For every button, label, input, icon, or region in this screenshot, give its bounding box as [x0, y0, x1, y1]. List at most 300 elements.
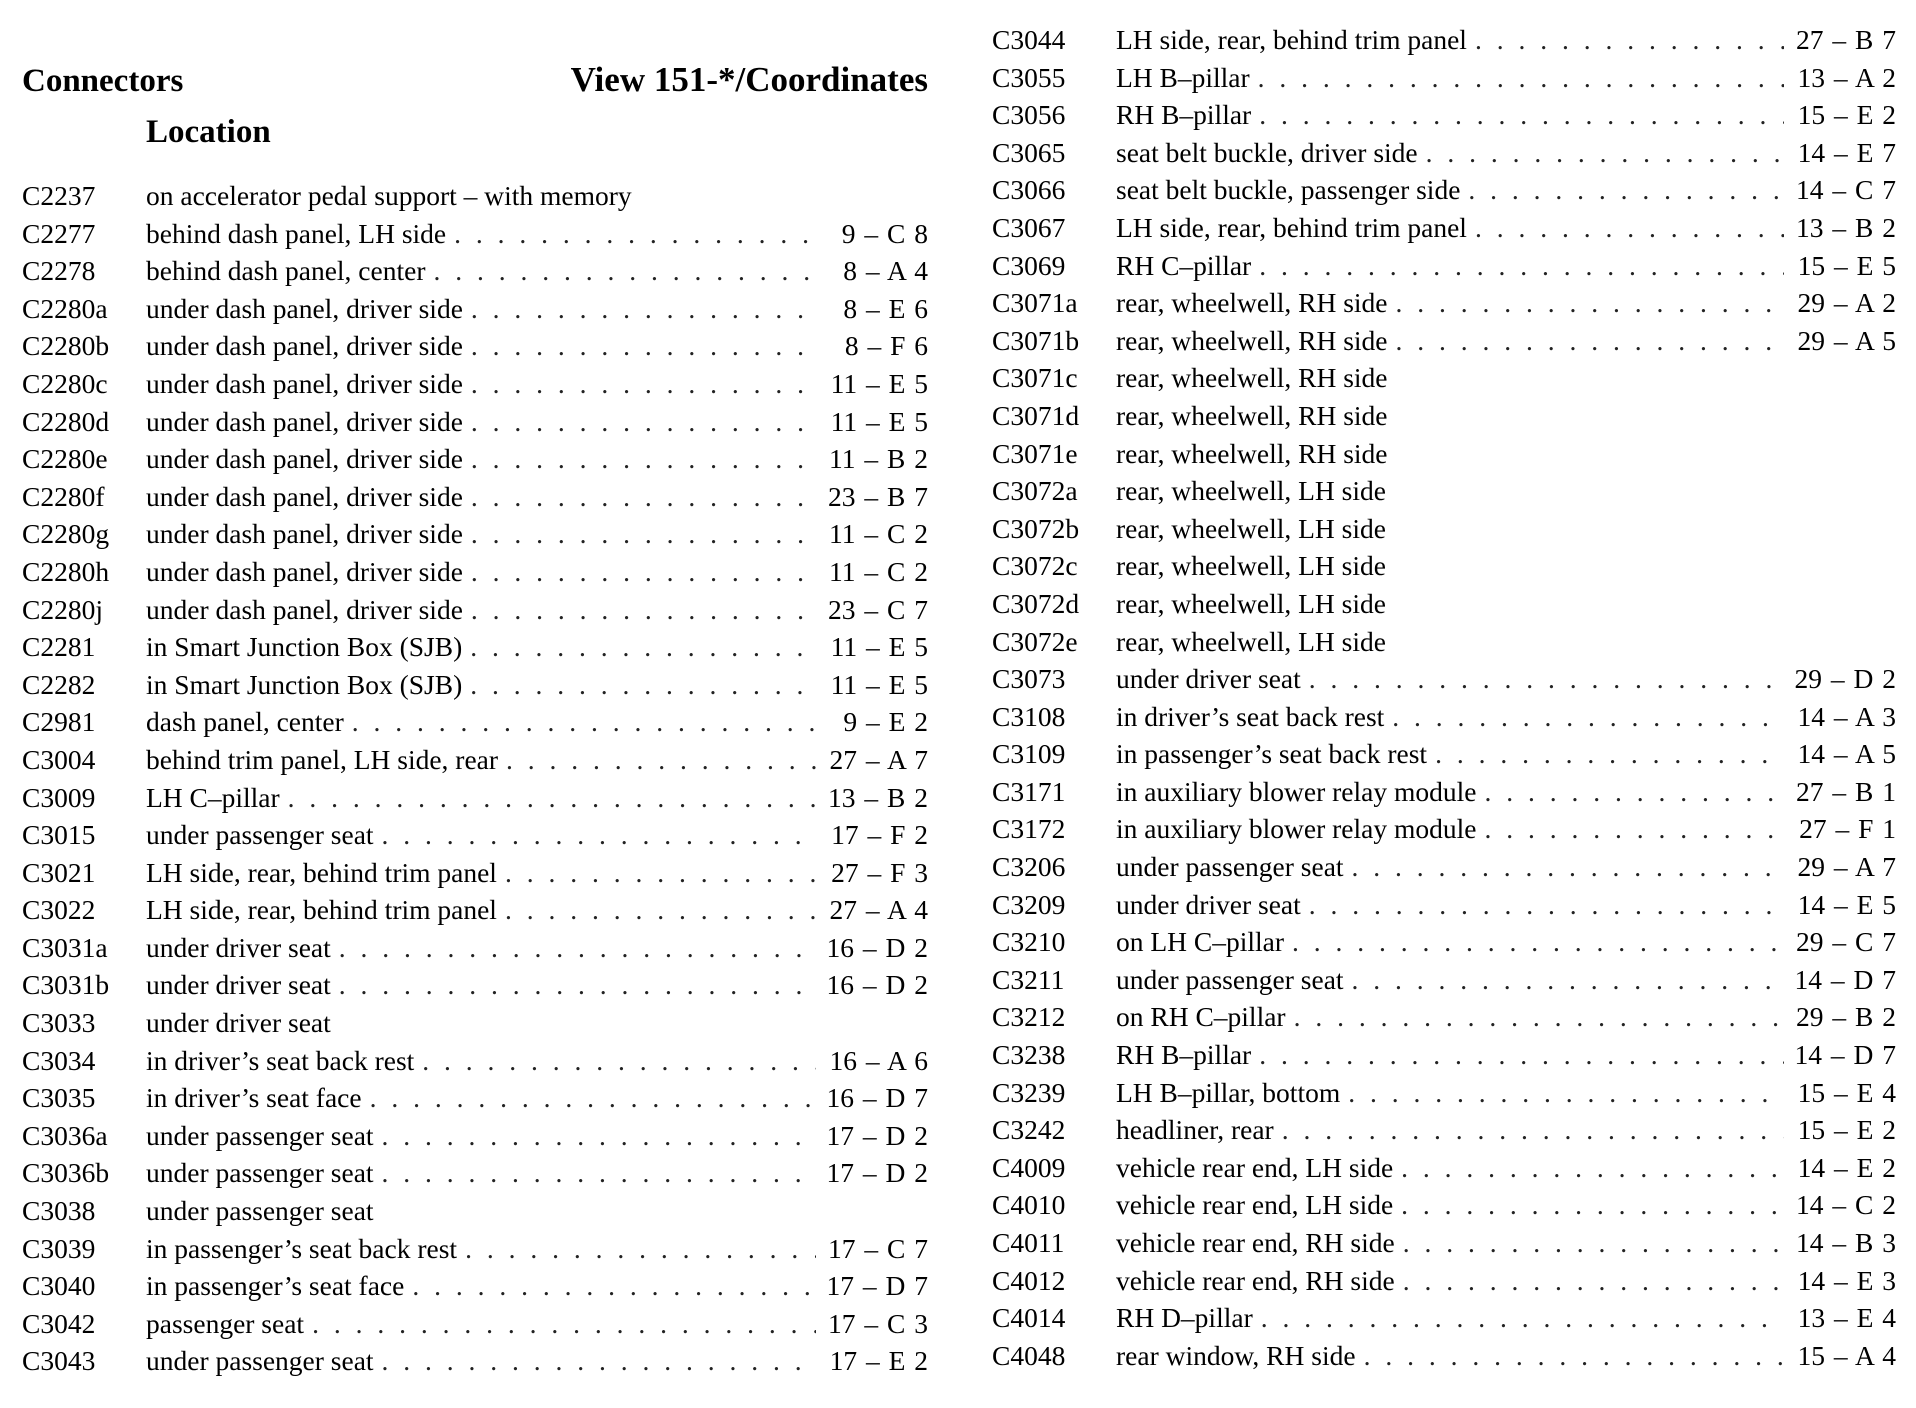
connector-code: C2281: [22, 631, 96, 663]
connector-row: [992, 513, 1896, 551]
connector-code: C4011: [992, 1227, 1065, 1258]
connector-code: C3034: [22, 1044, 96, 1076]
connector-coordinate: 15 – E 5: [1797, 249, 1896, 281]
connector-location: headliner, rear: [1116, 1114, 1274, 1146]
connector-coordinate: 14 – E 2: [1797, 1151, 1896, 1183]
connector-location: rear, wheelwell, RH side: [1116, 437, 1388, 469]
connector-location: rear, wheelwell, RH side: [1116, 362, 1388, 394]
connector-location: LH C–pillar: [146, 781, 280, 813]
connector-location: under dash panel, driver side: [146, 555, 463, 587]
connector-code: C3033: [22, 1007, 96, 1039]
connector-row: [992, 438, 1896, 476]
connector-coordinate: 14 – D 7: [1794, 963, 1896, 995]
connector-code: C2278: [22, 255, 96, 287]
connector-location: rear, wheelwell, LH side: [1116, 625, 1386, 657]
connector-row: [22, 969, 928, 1007]
page-title: Connectors: [22, 63, 184, 99]
connector-code: C3073: [992, 663, 1066, 695]
connector-row: [992, 137, 1896, 175]
dot-leader: [1259, 99, 1784, 131]
connector-location: behind trim panel, LH side, rear: [146, 743, 499, 775]
dot-leader: [471, 481, 816, 513]
dot-leader: [422, 1045, 816, 1077]
dot-leader: [471, 518, 816, 550]
connector-code: C3067: [992, 211, 1066, 243]
dot-leader: [506, 744, 816, 776]
connector-code: C2237: [22, 180, 96, 211]
dot-leader: [471, 443, 816, 475]
connector-location: rear, wheelwell, RH side: [1116, 324, 1388, 356]
connector-row: [992, 212, 1896, 250]
connector-code: C3031a: [22, 931, 108, 963]
connector-location: under driver seat: [146, 1007, 331, 1039]
connector-code: C3072e: [992, 625, 1078, 657]
dot-leader: [471, 293, 816, 325]
connector-location: LH side, rear, behind trim panel: [1116, 211, 1467, 243]
dot-leader: [1259, 250, 1784, 282]
connector-coordinate: 29 – B 2: [1796, 1001, 1896, 1033]
connector-code: C3072d: [992, 587, 1080, 619]
connector-row: [992, 1189, 1896, 1227]
connector-coordinate: 17 – D 7: [826, 1270, 928, 1302]
connector-row: [22, 1082, 928, 1120]
dot-leader: [1396, 325, 1784, 357]
connector-code: C3056: [992, 99, 1066, 131]
connector-location: in passenger’s seat back rest: [146, 1232, 458, 1264]
connector-code: C3022: [22, 894, 96, 926]
connector-coordinate: 16 – D 7: [826, 1082, 928, 1114]
connector-location: rear, wheelwell, LH side: [1116, 587, 1386, 619]
connector-coordinate: 27 – A 4: [829, 894, 928, 926]
connector-coordinate: 11 – C 2: [829, 518, 928, 550]
connector-coordinate: 14 – E 5: [1797, 888, 1896, 920]
connector-coordinate: 8 – F 6: [844, 330, 928, 362]
connector-code: C3038: [22, 1195, 96, 1227]
dot-leader: [470, 631, 816, 663]
connector-row: [992, 24, 1896, 62]
connector-location: in Smart Junction Box (SJB): [146, 668, 463, 700]
dot-leader: [1364, 1340, 1784, 1372]
dot-leader: [1484, 776, 1784, 808]
connector-code: C3040: [22, 1270, 96, 1302]
connector-coordinate: 29 – D 2: [1794, 663, 1896, 695]
connector-row: [992, 738, 1896, 776]
connector-location: behind dash panel, LH side: [146, 217, 447, 249]
connector-row: [992, 250, 1896, 288]
connector-location: under driver seat: [146, 969, 331, 1001]
connector-location: on accelerator pedal support – with memory: [146, 180, 632, 211]
connector-row: [22, 330, 928, 368]
connector-code: C2280j: [22, 593, 103, 625]
connector-location: RH B–pillar: [1116, 99, 1252, 131]
connector-row: [22, 1120, 928, 1158]
connector-location: under dash panel, driver side: [146, 443, 463, 475]
connector-row: [992, 663, 1896, 701]
dot-leader: [471, 594, 816, 626]
left-connector-list: [22, 180, 928, 1383]
connector-location: under driver seat: [1116, 888, 1301, 920]
dot-leader: [288, 782, 816, 814]
connector-coordinate: 17 – C 7: [828, 1232, 928, 1264]
connector-code: C3206: [992, 851, 1066, 883]
connector-row: [992, 851, 1896, 889]
connector-location: rear, wheelwell, RH side: [1116, 287, 1388, 319]
connector-row: [22, 1045, 928, 1083]
connector-row: [992, 400, 1896, 438]
connector-coordinate: 23 – C 7: [828, 593, 928, 625]
connector-coordinate: 13 – B 2: [828, 781, 928, 813]
connector-location: under dash panel, driver side: [146, 367, 463, 399]
connector-coordinate: 14 – B 3: [1796, 1227, 1896, 1258]
connector-row: [992, 174, 1896, 212]
connector-location: in driver’s seat back rest: [146, 1044, 415, 1076]
connector-code: C3239: [992, 1076, 1066, 1108]
connector-code: C3071d: [992, 399, 1080, 431]
dot-leader: [1484, 813, 1784, 845]
connector-location: seat belt buckle, passenger side: [1116, 174, 1461, 206]
dot-leader: [1259, 1039, 1784, 1071]
connector-location: rear, wheelwell, LH side: [1116, 550, 1386, 582]
connector-code: C3004: [22, 743, 96, 775]
dot-leader: [339, 932, 816, 964]
connector-location: LH side, rear, behind trim panel: [146, 894, 497, 926]
connector-location: RH B–pillar: [1116, 1039, 1252, 1071]
connector-code: C4012: [992, 1264, 1066, 1296]
connector-location: dash panel, center: [146, 706, 344, 738]
connector-coordinate: 27 – F 3: [831, 856, 928, 888]
connector-location: RH D–pillar: [1116, 1302, 1253, 1334]
connector-coordinate: 27 – B 7: [1796, 24, 1896, 55]
connector-row: [22, 669, 928, 707]
connector-location: RH C–pillar: [1116, 249, 1252, 281]
connector-code: C4014: [992, 1302, 1066, 1334]
connector-coordinate: 13 – E 4: [1797, 1302, 1896, 1334]
dot-leader: [382, 1345, 816, 1377]
connector-coordinate: 27 – F 1: [1799, 813, 1896, 845]
connector-location: under passenger seat: [146, 1195, 374, 1227]
connector-location: vehicle rear end, RH side: [1116, 1227, 1395, 1258]
connector-coordinate: 15 – A 4: [1797, 1339, 1896, 1371]
connector-row: [992, 1001, 1896, 1039]
connector-code: C3071b: [992, 324, 1080, 356]
connector-code: C2280f: [22, 480, 105, 512]
connector-code: C2981: [22, 706, 96, 738]
connector-row: [22, 744, 928, 782]
connector-row: [22, 594, 928, 632]
dot-leader: [1392, 701, 1784, 733]
connector-code: C3069: [992, 249, 1066, 281]
connector-row: [992, 1077, 1896, 1115]
connector-location: under dash panel, driver side: [146, 480, 463, 512]
dot-leader: [382, 1120, 816, 1152]
connector-code: C3066: [992, 174, 1066, 206]
connector-location: under dash panel, driver side: [146, 593, 463, 625]
connector-coordinate: 14 – C 7: [1796, 174, 1896, 206]
connector-row: [22, 1157, 928, 1195]
connector-coordinate: 13 – A 2: [1797, 61, 1896, 93]
connector-coordinate: 17 – D 2: [826, 1119, 928, 1151]
connector-location: rear window, RH side: [1116, 1339, 1356, 1371]
dot-leader: [454, 218, 816, 250]
connector-coordinate: 14 – A 3: [1797, 700, 1896, 732]
connector-coordinate: 17 – D 2: [826, 1157, 928, 1189]
connector-location: under passenger seat: [1116, 851, 1344, 883]
connector-coordinate: 16 – D 2: [826, 969, 928, 1001]
dot-leader: [1401, 1152, 1784, 1184]
connector-code: C4009: [992, 1151, 1066, 1183]
connector-coordinate: 29 – A 2: [1797, 287, 1896, 319]
dot-leader: [470, 669, 816, 701]
connector-coordinate: 13 – B 2: [1796, 211, 1896, 243]
connector-code: C3172: [992, 813, 1066, 845]
connector-coordinate: 11 – E 5: [830, 367, 928, 399]
connector-coordinate: 29 – A 7: [1797, 851, 1896, 883]
connector-row: [992, 325, 1896, 363]
connector-row: [22, 1233, 928, 1271]
connector-code: C3171: [992, 775, 1066, 807]
connector-coordinate: 11 – E 5: [830, 668, 928, 700]
connector-location: behind dash panel, center: [146, 255, 426, 287]
connector-coordinate: 11 – C 2: [829, 555, 928, 587]
connector-location: under passenger seat: [1116, 963, 1344, 995]
connector-row: [22, 1345, 928, 1383]
dot-leader: [1403, 1227, 1784, 1259]
connector-row: [992, 62, 1896, 100]
dot-leader: [312, 1308, 816, 1340]
dot-leader: [1475, 212, 1784, 244]
connector-row: [992, 701, 1896, 739]
view-coordinates-heading: View 151-*/Coordinates: [570, 60, 928, 99]
connector-row: [992, 1039, 1896, 1077]
connector-location: in passenger’s seat back rest: [1116, 738, 1428, 770]
dot-leader: [412, 1270, 816, 1302]
connector-row: [992, 964, 1896, 1002]
connector-code: C3055: [992, 61, 1066, 93]
connector-coordinate: 29 – A 5: [1797, 324, 1896, 356]
connector-row: [22, 518, 928, 556]
connector-code: C3210: [992, 926, 1066, 958]
connector-row: [22, 556, 928, 594]
dot-leader: [1475, 24, 1784, 56]
connector-row: [992, 813, 1896, 851]
dot-leader: [352, 706, 816, 738]
connector-code: C3108: [992, 700, 1066, 732]
connector-coordinate: 8 – E 6: [843, 292, 928, 324]
location-heading: Location: [146, 114, 271, 150]
connector-location: under passenger seat: [146, 1119, 374, 1151]
connector-code: C3238: [992, 1039, 1066, 1071]
connector-row: [22, 631, 928, 669]
dot-leader: [382, 1157, 816, 1189]
connector-coordinate: 27 – A 7: [829, 743, 928, 775]
connector-coordinate: 14 – E 7: [1797, 136, 1896, 168]
connector-code: C2282: [22, 668, 96, 700]
connector-location: in Smart Junction Box (SJB): [146, 631, 463, 663]
dot-leader: [1282, 1114, 1784, 1146]
connector-code: C3212: [992, 1001, 1066, 1033]
connector-location: under dash panel, driver side: [146, 518, 463, 550]
right-connector-list: [992, 24, 1896, 1377]
dot-leader: [1468, 174, 1784, 206]
connector-location: rear, wheelwell, LH side: [1116, 512, 1386, 544]
connector-location: under passenger seat: [146, 1157, 374, 1189]
connector-coordinate: 14 – D 7: [1794, 1039, 1896, 1071]
connector-code: C3009: [22, 781, 96, 813]
connector-coordinate: 11 – E 5: [830, 631, 928, 663]
connector-row: [992, 776, 1896, 814]
connector-row: [992, 889, 1896, 927]
connector-row: [992, 287, 1896, 325]
connector-code: C3072b: [992, 512, 1080, 544]
connector-row: [22, 1007, 928, 1045]
dot-leader: [1435, 738, 1784, 770]
dot-leader: [1309, 663, 1784, 695]
dot-leader: [471, 368, 816, 400]
connector-code: C2280c: [22, 367, 108, 399]
dot-leader: [471, 406, 816, 438]
connector-location: in auxiliary blower relay module: [1116, 813, 1477, 845]
connector-code: C3065: [992, 136, 1066, 168]
connector-location: rear, wheelwell, RH side: [1116, 399, 1388, 431]
connector-row: [22, 782, 928, 820]
connector-row: [992, 588, 1896, 626]
dot-leader: [465, 1233, 816, 1265]
connector-coordinate: 15 – E 2: [1797, 1114, 1896, 1146]
connector-row: [992, 550, 1896, 588]
connector-row: [992, 626, 1896, 664]
connector-code: C3031b: [22, 969, 110, 1001]
connector-coordinate: 17 – C 3: [828, 1307, 928, 1339]
connector-location: vehicle rear end, LH side: [1116, 1189, 1394, 1221]
page-header: [22, 60, 928, 151]
connector-coordinate: 11 – E 5: [830, 405, 928, 437]
dot-leader: [1348, 1077, 1784, 1109]
connector-row: [22, 406, 928, 444]
connector-location: LH side, rear, behind trim panel: [1116, 24, 1467, 55]
connector-coordinate: 8 – A 4: [843, 255, 928, 287]
connector-coordinate: 14 – E 3: [1797, 1264, 1896, 1296]
connector-location: in auxiliary blower relay module: [1116, 775, 1477, 807]
connector-code: C3044: [992, 24, 1066, 55]
connector-row: [22, 894, 928, 932]
connector-coordinate: 16 – D 2: [826, 931, 928, 963]
connector-code: C2280g: [22, 518, 110, 550]
connector-row: [22, 706, 928, 744]
connector-code: C4010: [992, 1189, 1066, 1221]
dot-leader: [1309, 889, 1784, 921]
connector-coordinate: 17 – E 2: [829, 1345, 928, 1377]
connector-location: rear, wheelwell, LH side: [1116, 475, 1386, 507]
connector-code: C3021: [22, 856, 96, 888]
connector-location: under dash panel, driver side: [146, 292, 463, 324]
connector-location: in passenger’s seat face: [146, 1270, 405, 1302]
connector-location: under driver seat: [146, 931, 331, 963]
connector-coordinate: 14 – A 5: [1797, 738, 1896, 770]
connector-row: [22, 443, 928, 481]
connector-row: [22, 1270, 928, 1308]
connector-coordinate: 14 – C 2: [1796, 1189, 1896, 1221]
connector-row: [22, 1195, 928, 1233]
connector-row: [22, 481, 928, 519]
connector-location: LH B–pillar: [1116, 61, 1250, 93]
dot-leader: [505, 894, 816, 926]
connector-location: in driver’s seat back rest: [1116, 700, 1385, 732]
dot-leader: [1426, 137, 1784, 169]
connector-location: under passenger seat: [146, 819, 374, 851]
connector-coordinate: 9 – E 2: [843, 706, 928, 738]
connector-row: [22, 368, 928, 406]
connector-row: [992, 1302, 1896, 1340]
connector-code: C2277: [22, 217, 96, 249]
connector-code: C3072a: [992, 475, 1078, 507]
connector-location: LH B–pillar, bottom: [1116, 1076, 1341, 1108]
connector-location: under driver seat: [1116, 663, 1301, 695]
connector-location: vehicle rear end, LH side: [1116, 1151, 1394, 1183]
dot-leader: [1292, 926, 1784, 958]
connector-code: C2280e: [22, 443, 108, 475]
connector-code: C3071a: [992, 287, 1078, 319]
dot-leader: [1294, 1001, 1784, 1033]
connector-location: under dash panel, driver side: [146, 330, 463, 362]
connector-row: [22, 255, 928, 293]
dot-leader: [1403, 1265, 1784, 1297]
connector-row: [992, 362, 1896, 400]
dot-leader: [1352, 964, 1784, 996]
dot-leader: [1396, 287, 1784, 319]
connector-code: C2280h: [22, 555, 110, 587]
dot-leader: [433, 255, 816, 287]
connector-code: C3071e: [992, 437, 1078, 469]
connector-code: C3211: [992, 963, 1065, 995]
connector-code: C3036b: [22, 1157, 110, 1189]
connector-row: [22, 932, 928, 970]
connector-coordinate: 15 – E 2: [1797, 99, 1896, 131]
connector-row: [992, 1227, 1896, 1265]
connector-location: LH side, rear, behind trim panel: [146, 856, 497, 888]
connector-code: C3036a: [22, 1119, 108, 1151]
connector-location: under passenger seat: [146, 1345, 374, 1377]
connector-location: vehicle rear end, RH side: [1116, 1264, 1395, 1296]
connector-code: C3071c: [992, 362, 1078, 394]
connector-row: [22, 218, 928, 256]
connector-row: [992, 1152, 1896, 1190]
connector-coordinate: 23 – B 7: [828, 480, 928, 512]
connector-coordinate: 27 – B 1: [1796, 775, 1896, 807]
connector-row: [22, 819, 928, 857]
connector-row: [992, 475, 1896, 513]
connector-row: [992, 926, 1896, 964]
connector-code: C2280b: [22, 330, 110, 362]
connector-row: [22, 180, 928, 218]
connector-row: [992, 1340, 1896, 1378]
connector-location: under dash panel, driver side: [146, 405, 463, 437]
connector-row: [992, 1265, 1896, 1303]
connector-row: [22, 857, 928, 895]
connector-coordinate: 17 – F 2: [831, 819, 928, 851]
dot-leader: [1261, 1302, 1784, 1334]
connector-location: on LH C–pillar: [1116, 926, 1285, 958]
connector-location: seat belt buckle, driver side: [1116, 136, 1418, 168]
connector-coordinate: 9 – C 8: [841, 217, 928, 249]
connector-code: C3015: [22, 819, 96, 851]
connector-code: C4048: [992, 1339, 1066, 1371]
connector-coordinate: 29 – C 7: [1796, 926, 1896, 958]
dot-leader: [505, 857, 816, 889]
connector-coordinate: 16 – A 6: [829, 1044, 928, 1076]
connector-code: C3042: [22, 1307, 96, 1339]
connector-code: C3242: [992, 1114, 1066, 1146]
connector-row: [992, 99, 1896, 137]
